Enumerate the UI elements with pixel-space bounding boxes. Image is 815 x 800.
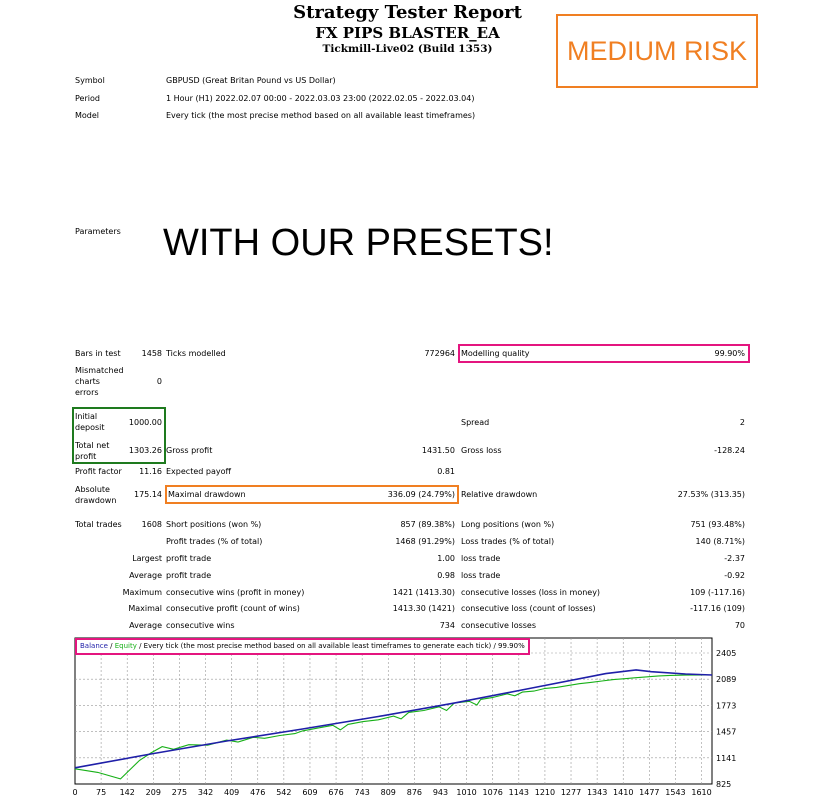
loss-trades-label: Loss trades (% of total)	[461, 537, 555, 546]
maximal-loss-label: consecutive loss (count of losses)	[461, 604, 596, 613]
avg-cons-wins-label: consecutive wins	[166, 621, 235, 630]
maximal-label: Maximal	[128, 604, 162, 613]
x-tick-label: 75	[96, 788, 107, 797]
pf-label: Profit factor	[75, 467, 122, 476]
legend-balance: Balance	[80, 642, 108, 650]
ea-name: FX PIPS BLASTER_EA	[315, 24, 500, 42]
x-tick-label: 1477	[639, 788, 660, 797]
average-label: Average	[129, 571, 162, 580]
quality-label: Modelling quality	[461, 349, 530, 358]
largest-loss-label: loss trade	[461, 554, 501, 563]
x-tick-label: 1076	[482, 788, 503, 797]
profit-trades-value: 1468 (91.29%)	[395, 537, 455, 546]
x-tick-label: 809	[380, 788, 396, 797]
period-value: 1 Hour (H1) 2022.02.07 00:00 - 2022.03.03 23:00 (2022.02.05 - 2022.03.04)	[166, 94, 475, 103]
largest-loss-value: -2.37	[724, 554, 745, 563]
pf-value: 11.16	[139, 467, 162, 476]
x-tick-label: 876	[406, 788, 423, 797]
period-label: Period	[75, 94, 100, 103]
x-tick-label: 409	[223, 788, 240, 797]
netprofit-label-2: profit	[75, 452, 97, 461]
y-tick-label: 2089	[716, 675, 737, 685]
ticks-label: Ticks modelled	[166, 349, 226, 358]
x-tick-label: 542	[276, 788, 292, 797]
max-cons-wins-label: consecutive wins (profit in money)	[166, 588, 305, 597]
chart-legend	[75, 638, 530, 655]
quality-value: 99.90%	[714, 349, 745, 358]
symbol-value: GBPUSD (Great Britan Pound vs US Dollar)	[166, 76, 336, 85]
y-tick-label: 1141	[716, 753, 737, 763]
x-tick-label: 1143	[508, 788, 529, 797]
x-tick-label: 1210	[534, 788, 556, 797]
x-tick-label: 1610	[691, 788, 712, 797]
bars-label: Bars in test	[75, 349, 121, 358]
mismatch-label-3: errors	[75, 388, 99, 397]
avg-cons-losses-value: 70	[734, 621, 745, 630]
trades-value: 1608	[141, 520, 162, 529]
spread-value: 2	[739, 418, 745, 427]
x-tick-label: 0	[72, 788, 78, 797]
average-loss-label: loss trade	[461, 571, 501, 580]
legend-model: / Every tick (the most precise method based on all available least timeframes to generate each tick)	[136, 642, 492, 650]
payoff-value: 0.81	[437, 467, 455, 476]
deposit-label-1: Initial	[75, 412, 98, 421]
legend-equity: Equity	[114, 642, 137, 650]
maximal-profit-value: 1413.30 (1421)	[392, 604, 455, 613]
ticks-value: 772964	[424, 349, 455, 358]
average-profit-label: profit trade	[166, 571, 212, 580]
average-loss-value: -0.92	[724, 571, 745, 580]
presets-banner: WITH OUR PRESETS!	[163, 222, 554, 264]
average-profit-value: 0.98	[437, 571, 455, 580]
model-label: Model	[75, 111, 100, 120]
maxdd-value: 336.09 (24.79%)	[387, 490, 455, 499]
payoff-label: Expected payoff	[166, 467, 231, 476]
largest-profit-label: profit trade	[166, 554, 212, 563]
maxdd-label: Maximal drawdown	[168, 490, 246, 499]
deposit-value: 1000.00	[128, 418, 162, 427]
profit-trades-label: Profit trades (% of total)	[166, 537, 263, 546]
parameters-label: Parameters	[75, 227, 121, 236]
plot-frame	[75, 638, 712, 784]
maximal-loss-value: -117.16 (109)	[690, 604, 745, 613]
bars-value: 1458	[141, 349, 162, 358]
mismatch-label-2: charts	[75, 377, 100, 386]
balance-equity-chart	[0, 630, 815, 800]
x-tick-label: 209	[145, 788, 161, 797]
reldd-value: 27.53% (313.35)	[677, 490, 745, 499]
x-tick-label: 743	[354, 788, 370, 797]
netprofit-label-1: Total net	[75, 441, 110, 450]
grossloss-label: Gross loss	[461, 446, 502, 455]
y-tick-label: 1773	[716, 701, 737, 711]
largest-label: Largest	[132, 554, 162, 563]
absdd-label-1: Absolute	[75, 485, 110, 494]
absdd-label-2: drawdown	[75, 496, 117, 505]
legend-quality: 99.90%	[498, 642, 525, 650]
deposit-label-2: deposit	[75, 423, 105, 432]
max-cons-wins-value: 1421 (1413.30)	[392, 588, 455, 597]
trades-label: Total trades	[75, 520, 122, 529]
maximum-label: Maximum	[122, 588, 162, 597]
y-tick-label: 2405	[716, 649, 737, 658]
report-title: Strategy Tester Report	[293, 2, 522, 23]
x-tick-label: 275	[171, 788, 188, 797]
reldd-label: Relative drawdown	[461, 490, 538, 499]
avg-cons-losses-label: consecutive losses	[461, 621, 537, 630]
maximal-profit-label: consecutive profit (count of wins)	[166, 604, 300, 613]
y-tick-label: 1457	[716, 727, 737, 737]
symbol-label: Symbol	[75, 76, 105, 85]
netprofit-value: 1303.26	[128, 446, 162, 455]
legend-sep-2: /	[491, 642, 499, 650]
grossprofit-value: 1431.50	[421, 446, 455, 455]
model-value: Every tick (the most precise method based on all available least timeframes)	[166, 111, 476, 120]
spread-label: Spread	[461, 418, 490, 427]
x-tick-label: 1343	[586, 788, 608, 797]
largest-profit-value: 1.00	[437, 554, 455, 563]
x-tick-label: 609	[302, 788, 318, 797]
max-cons-losses-label: consecutive losses (loss in money)	[461, 588, 601, 597]
x-tick-label: 676	[328, 788, 344, 797]
grossloss-value: -128.24	[714, 446, 745, 455]
x-tick-label: 1010	[456, 788, 477, 797]
y-tick-label: 825	[716, 780, 732, 789]
short-value: 857 (89.38%)	[400, 520, 455, 529]
mismatch-value: 0	[156, 377, 162, 386]
absdd-value: 175.14	[134, 490, 162, 499]
avg-cons-label: Average	[129, 621, 162, 630]
avg-cons-wins-value: 734	[439, 621, 455, 630]
x-tick-label: 342	[197, 788, 214, 797]
x-tick-label: 476	[250, 788, 266, 797]
x-tick-label: 1543	[665, 788, 686, 797]
loss-trades-value: 140 (8.71%)	[695, 537, 745, 546]
x-tick-label: 142	[119, 788, 135, 797]
x-tick-label: 943	[432, 788, 449, 797]
short-label: Short positions (won %)	[166, 520, 262, 529]
x-tick-label: 1410	[613, 788, 634, 797]
mismatch-label-1: Mismatched	[75, 366, 124, 375]
risk-badge: MEDIUM RISK	[556, 14, 758, 88]
grossprofit-label: Gross profit	[166, 446, 213, 455]
long-label: Long positions (won %)	[461, 520, 555, 529]
server-build: Tickmill-Live02 (Build 1353)	[322, 43, 493, 55]
x-tick-label: 1277	[560, 788, 582, 797]
max-cons-losses-value: 109 (-117.16)	[690, 588, 745, 597]
legend-sep-1: /	[107, 642, 115, 650]
long-value: 751 (93.48%)	[690, 520, 745, 529]
